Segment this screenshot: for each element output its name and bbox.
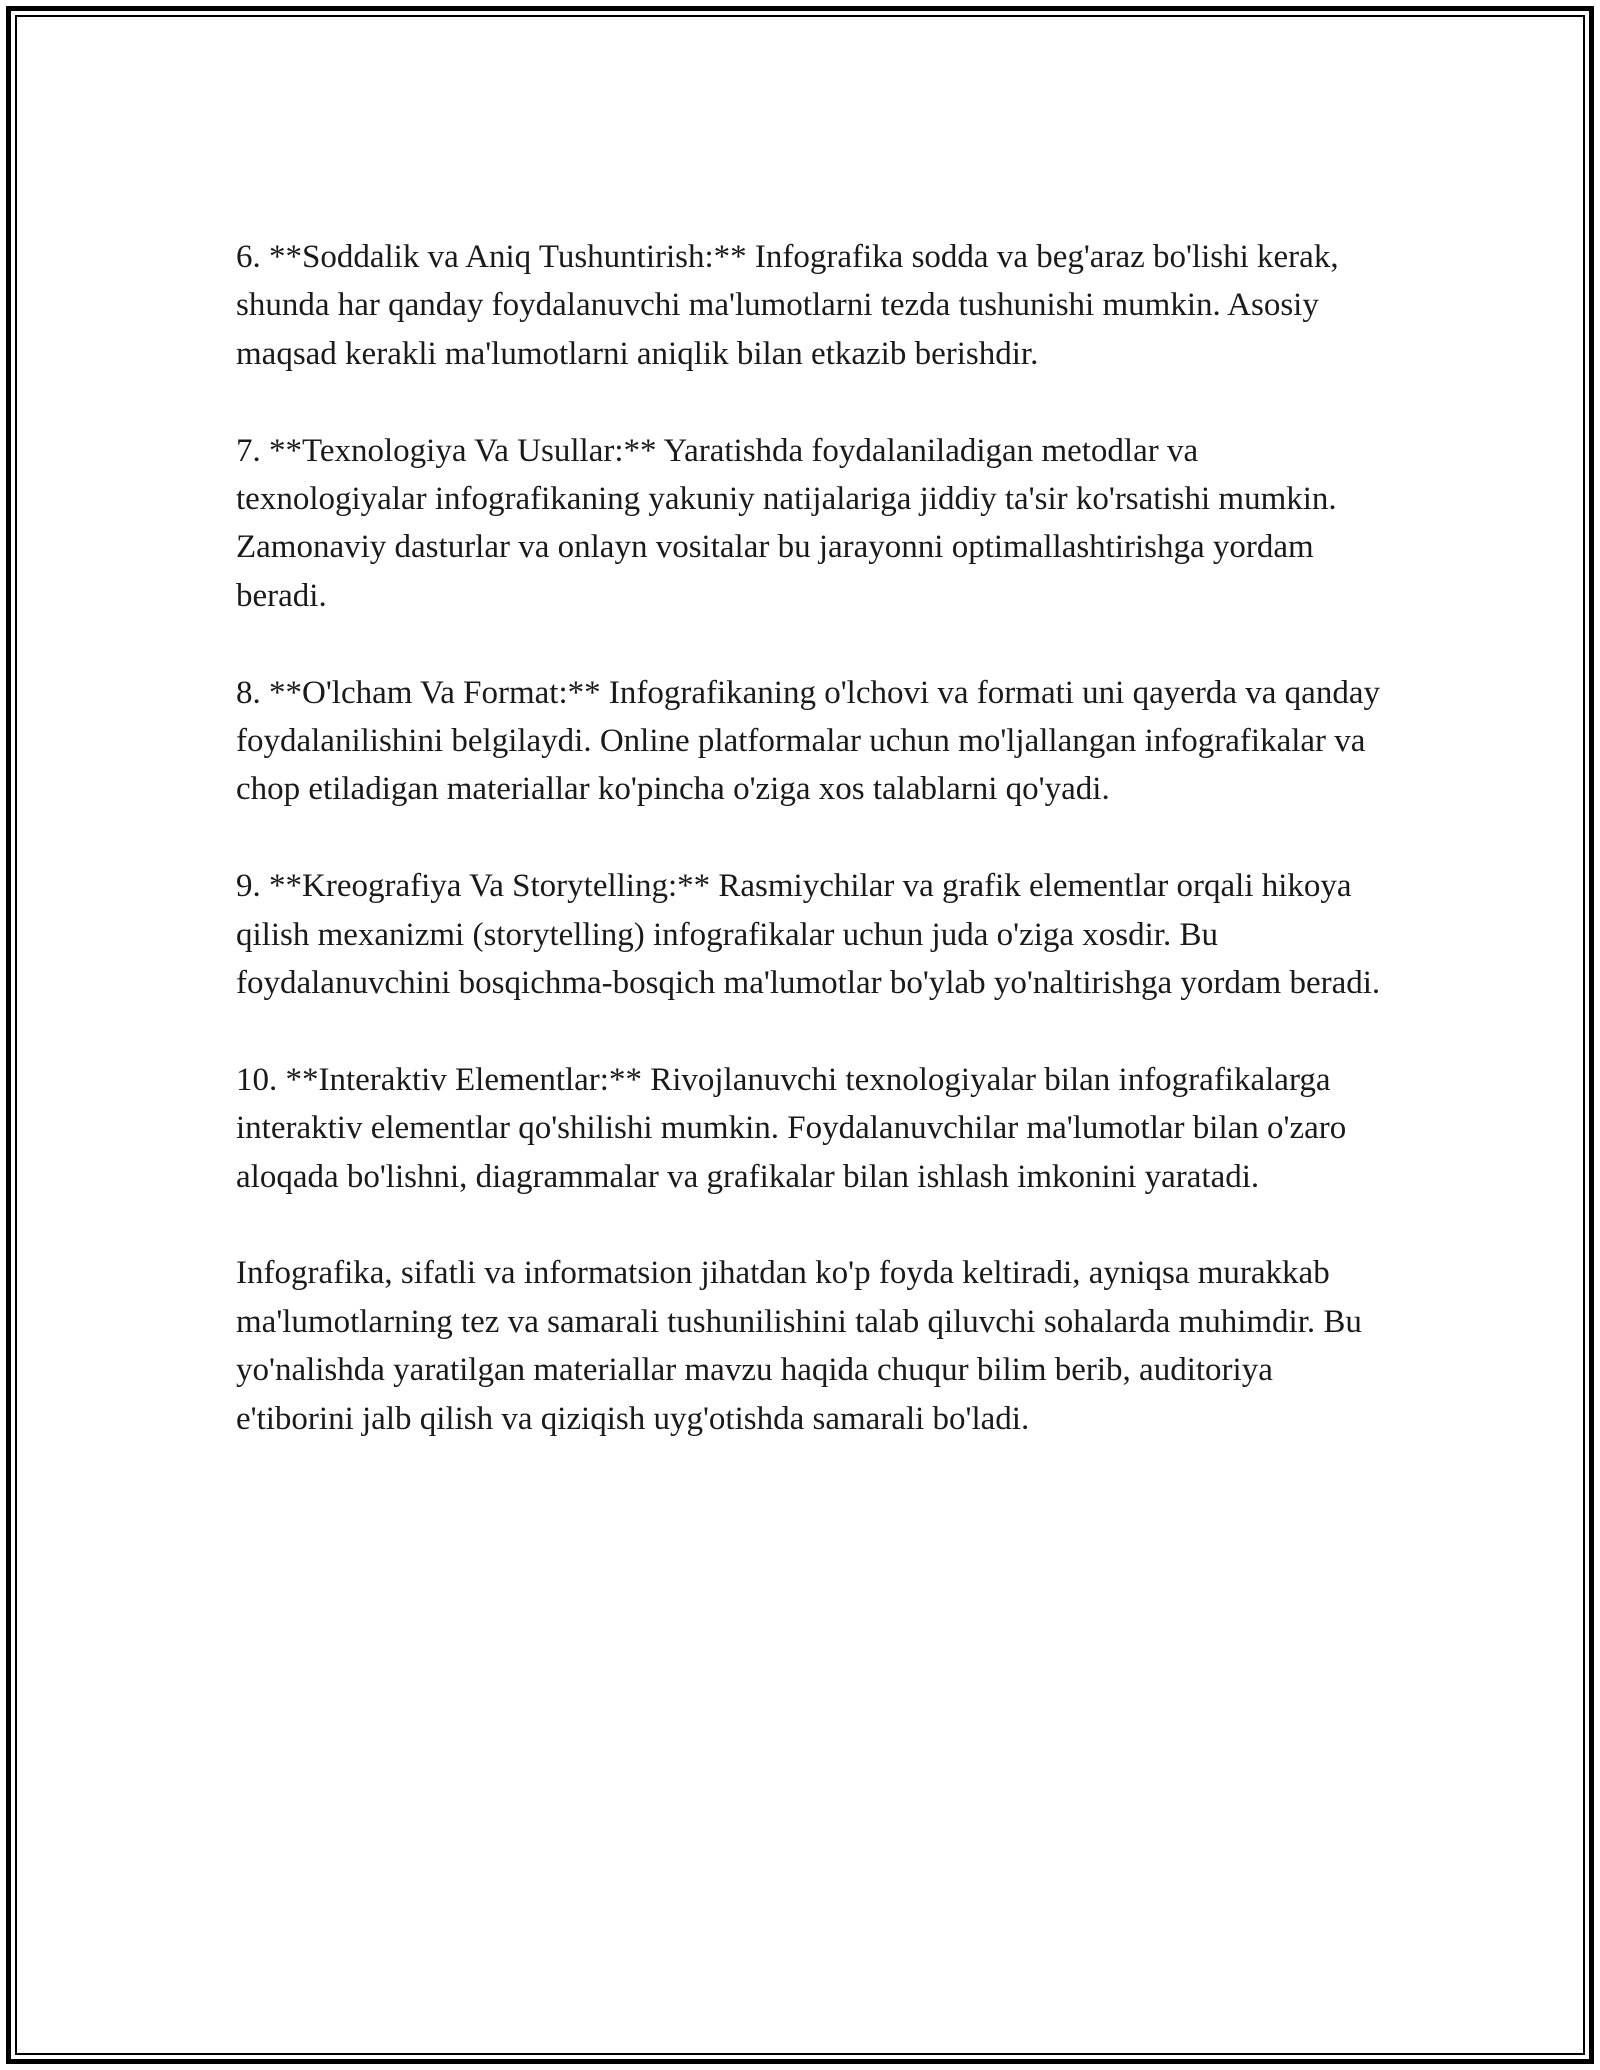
paragraph-interaktiv: 10. **Interaktiv Elementlar:** Rivojlanuvchi texnologiyalar bilan infografikalarga interaktiv elementlar qo'shilishi mumkin. Foydalanuvchilar ma'lumotlar bilan o'zaro aloqada bo'lishni, diagrammalar va grafikalar bilan ishlash imkonini yaratadi.: [236, 1061, 1347, 1195]
paragraph-olcham: 8. **O'lcham Va Format:** Infografikaning o'lchovi va formati uni qayerda va qanday foydalanilishini belgilaydi. Online platformalar uchun mo'ljallangan infografikalar va chop etiladigan materiallar ko'pincha o'ziga xos talablarni qo'yadi.: [236, 674, 1380, 808]
paragraph-kreografiya: 9. **Kreografiya Va Storytelling:** Rasmiychilar va grafik elementlar orqali hikoya qilish mexanizmi (storytelling) infografikalar uchun juda o'ziga xosdir. Bu foydalanuvchini bosqichma-bosqich ma'lumotlar bo'ylab yo'naltirishga yordam beradi.: [236, 868, 1381, 1002]
paragraph-texnologiya: 7. **Texnologiya Va Usullar:** Yaratishda foydalaniladigan metodlar va texnologiyalar infografikaning yakuniy natijalariga jiddiy ta'sir ko'rsatishi mumkin. Zamonaviy dasturlar va onlayn vositalar bu jarayonni optimallashtirishga yordam beradi.: [236, 432, 1337, 614]
paragraph-soddalik: 6. **Soddalik va Aniq Tushuntirish:** Infografika sodda va beg'araz bo'lishi kerak, shunda har qanday foydalanuvchi ma'lumotlarni tezda tushunishi mumkin. Asosiy maqsad kerakli ma'lumotlarni aniqlik bilan etkazib berishdir.: [236, 239, 1339, 372]
document-body: [236, 233, 1386, 1491]
paragraph-conclusion: Infografika, sifatli va informatsion jihatdan ko'p foyda keltiradi, ayniqsa murakkab ma'lumotlarning tez va samarali tushunilishini talab qiluvchi sohalarda muhimdir. Bu yo'nalishda yaratilgan materiallar mavzu haqida chuqur bilim berib, auditoriya e'tiborini jalb qilish va qiziqish uyg'otishda samarali bo'ladi.: [236, 1255, 1362, 1437]
